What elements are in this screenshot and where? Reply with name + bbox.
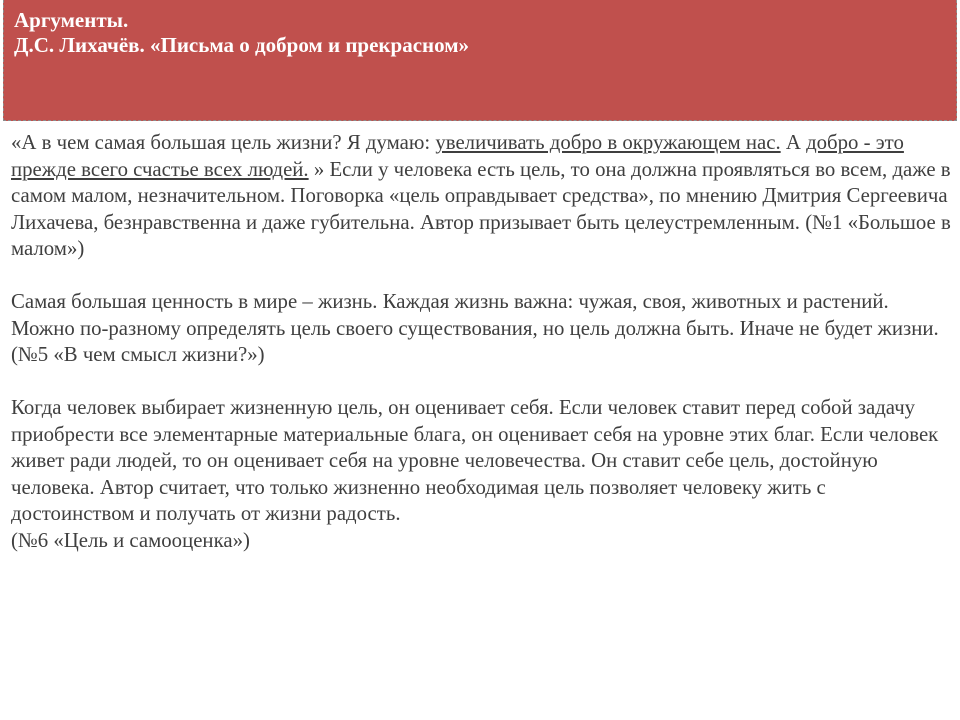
- title-line-2: Д.С. Лихачёв. «Письма о добром и прекрасном»: [14, 33, 470, 57]
- body-text: [11, 130, 951, 554]
- slide-title: [14, 8, 469, 58]
- paragraph-2: [11, 289, 951, 342]
- spacer: [11, 369, 951, 396]
- spacer: [11, 263, 951, 290]
- paragraph-1-mid: А: [780, 131, 807, 154]
- paragraph-2-text: Самая большая ценность в мире – жизнь. Каждая жизнь важна: чужая, своя, животных и растений. Можно по-разному определять цель своего существования, но цель должна быть. Иначе не будет жизни.: [11, 290, 939, 340]
- paragraph-2-source: (№5 «В чем смысл жизни?»): [11, 343, 265, 366]
- paragraph-3: [11, 395, 951, 528]
- paragraph-3-text: Когда человек выбирает жизненную цель, он оценивает себя. Если человек ставит перед собой задачу приобрести все элементарные материальные блага, он оценивает себя на уровне этих благ. Если человек живет ради людей, то он оценивает себя на уровне человечества. Он ставит себе цель, достойную человека. Автор считает, что только жизненно необходимая цель позволяет человеку жить с достоинством и получать от жизни радость.: [11, 396, 939, 525]
- title-box: [3, 0, 957, 121]
- paragraph-3-source: (№6 «Цель и самооценка»): [11, 528, 250, 552]
- paragraph-1-rest: » Если у человека есть цель, то она должна проявляться во всем, даже в самом малом, незначительном. Поговорка «цель оправдывает средства», по мнению Дмитрия Сергеевича Лихачева, безнравственна и даже губительна. Автор призывает быть целеустремленным. (№1 «Большое в малом»): [11, 157, 951, 260]
- paragraph-1: [11, 130, 951, 263]
- paragraph-1-underline-1: увеличивать добро в окружающем нас.: [435, 131, 781, 154]
- paragraph-1-underline-2: добро - это прежде всего счастье всех людей.: [11, 131, 904, 181]
- paragraph-1-quote-start: «А в чем самая большая цель жизни? Я думаю:: [11, 131, 436, 154]
- title-line-1: Аргументы.: [14, 8, 129, 32]
